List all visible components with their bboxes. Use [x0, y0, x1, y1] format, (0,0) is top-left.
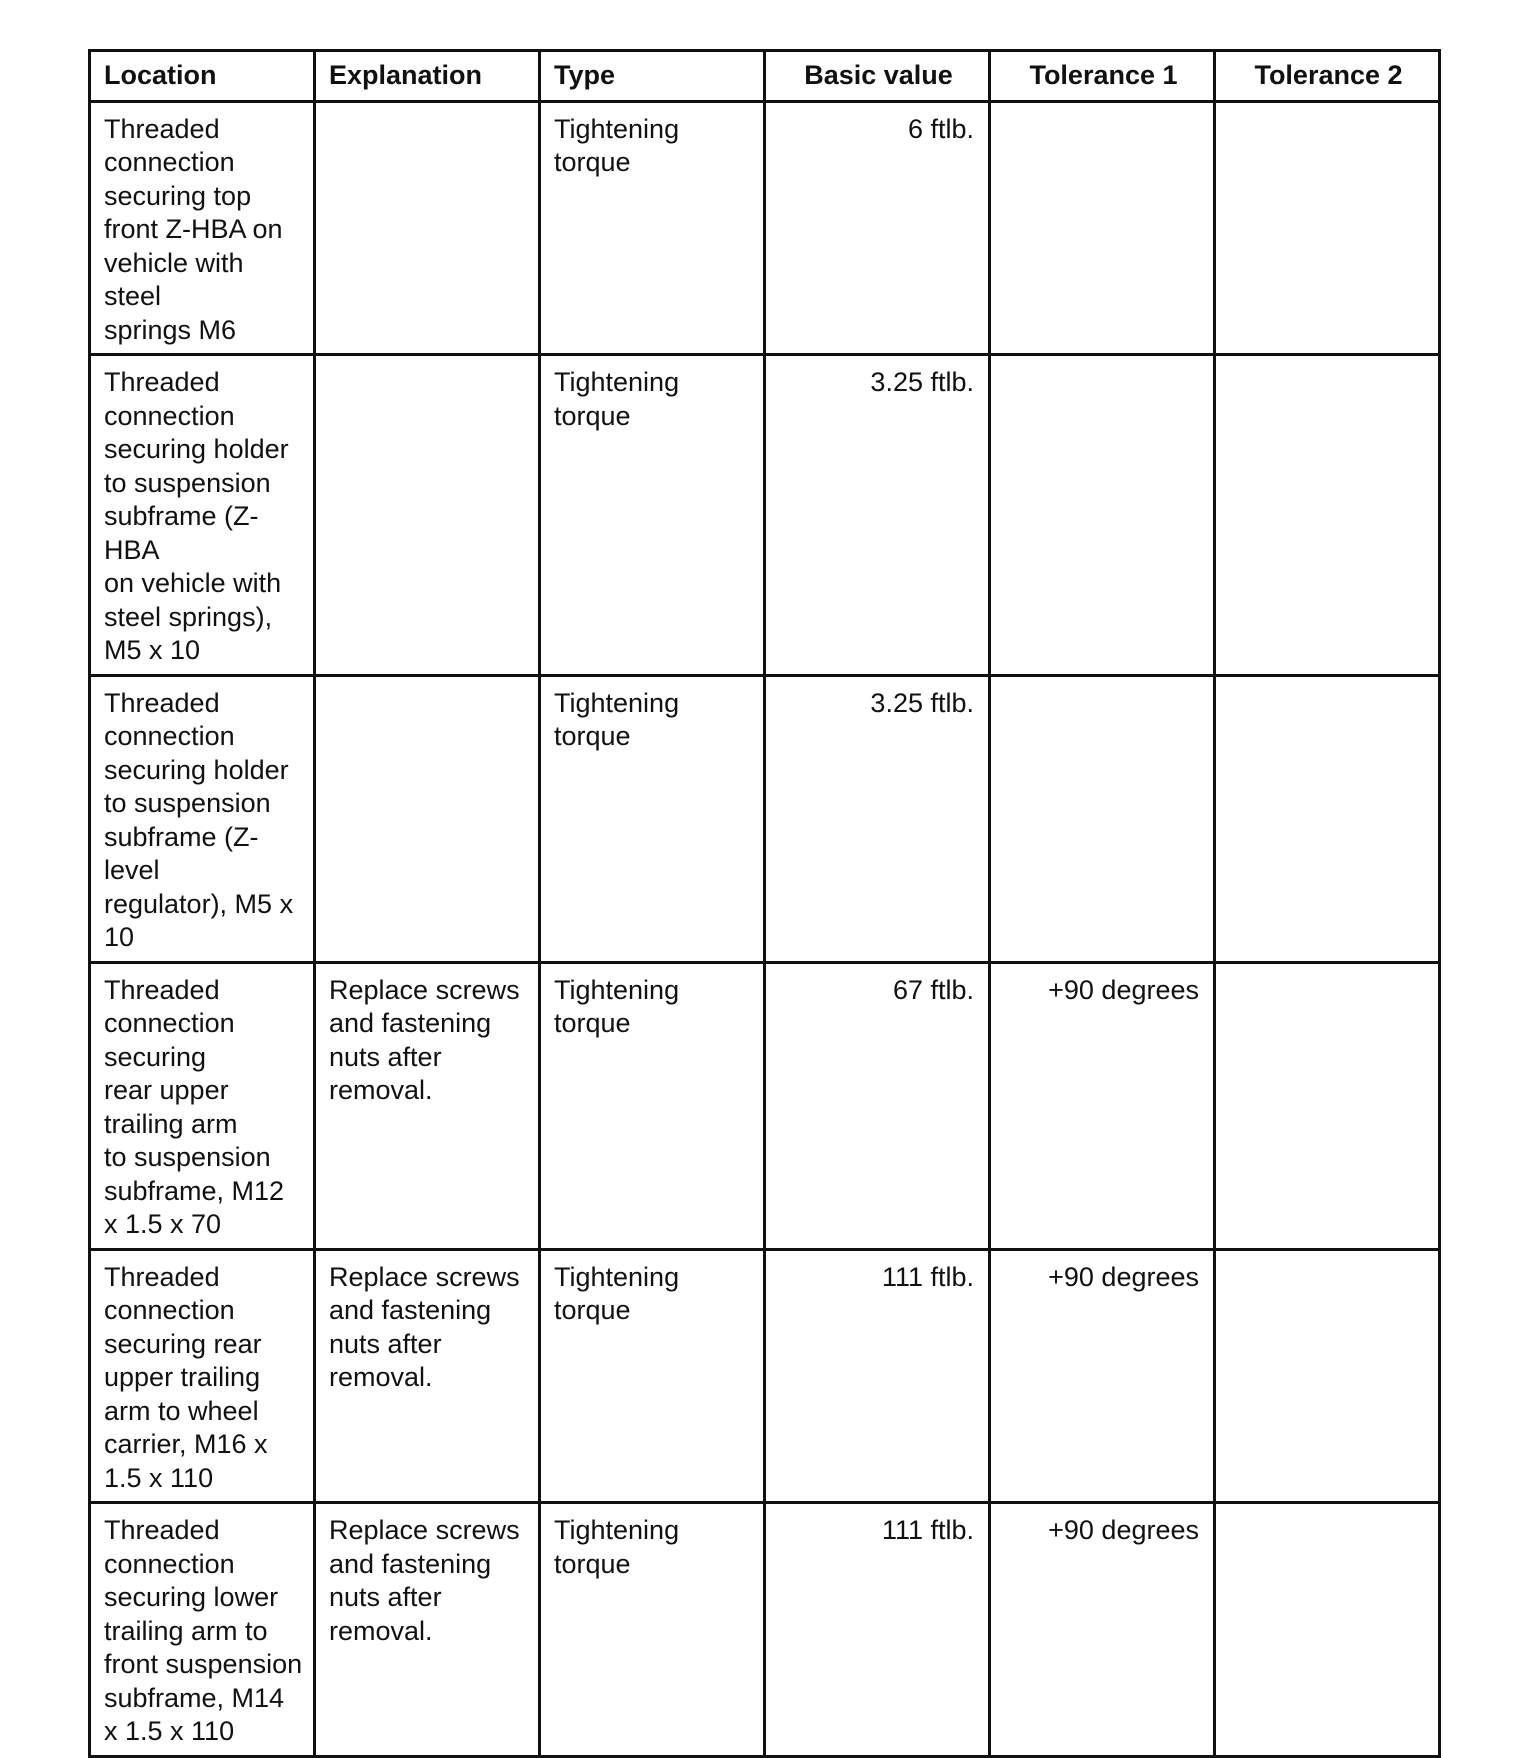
table-row — [90, 101, 1440, 355]
cell-basic-value — [765, 962, 990, 1249]
cell-basic-value — [765, 101, 990, 355]
cell-tolerance-1 — [990, 675, 1215, 962]
type-text: Tightening torque — [554, 367, 680, 431]
header-tolerance-2: Tolerance 2 — [1215, 51, 1440, 102]
header-location: Location — [90, 51, 315, 102]
table-row — [90, 1249, 1440, 1503]
cell-basic-value — [765, 675, 990, 962]
cell-basic-value — [765, 355, 990, 676]
cell-explanation — [315, 355, 540, 676]
header-basic-value: Basic value — [765, 51, 990, 102]
type-text: Tightening torque — [554, 687, 680, 751]
basic-value-text: 67 ftlb. — [892, 974, 974, 1005]
cell-tolerance-2 — [1215, 1249, 1440, 1503]
cell-explanation — [315, 1503, 540, 1757]
type-text: Tightening torque — [554, 1261, 680, 1325]
basic-value-text: 111 ftlb. — [881, 1515, 974, 1545]
header-type: Type — [540, 51, 765, 102]
table-row — [90, 962, 1440, 1249]
basic-value-text: 3.25 ftlb. — [870, 687, 974, 718]
cell-location — [90, 355, 315, 676]
location-text: Threaded connection securing holder to suspension subframe (Z-HBA on vehicle with steel springs), M5 x 10 — [104, 367, 289, 665]
location-text: Threaded connection securing holder to suspension subframe (Z-level regulator), M5 x 10 — [104, 687, 294, 952]
explanation-text: Replace screws and fastening nuts after removal. — [329, 974, 520, 1105]
cell-tolerance-2 — [1215, 962, 1440, 1249]
type-text: Tightening torque — [554, 974, 680, 1038]
cell-type — [540, 1249, 765, 1503]
cell-tolerance-2 — [1215, 675, 1440, 962]
cell-basic-value — [765, 1503, 990, 1757]
cell-tolerance-1 — [990, 962, 1215, 1249]
type-text: Tightening torque — [554, 1515, 680, 1579]
table-row — [90, 1503, 1440, 1757]
explanation-text: Replace screws and fastening nuts after removal. — [329, 1515, 520, 1646]
tolerance-1-text: +90 degrees — [1048, 974, 1199, 1005]
cell-type — [540, 675, 765, 962]
table-row — [90, 675, 1440, 962]
cell-location — [90, 675, 315, 962]
explanation-text: Replace screws and fastening nuts after removal. — [329, 1261, 520, 1392]
cell-tolerance-2 — [1215, 355, 1440, 676]
cell-location — [90, 1249, 315, 1503]
location-text: Threaded connection securing lower trailing arm to front suspension subframe, M14 x 1.5 x 110 — [104, 1515, 303, 1746]
cell-explanation — [315, 1249, 540, 1503]
tolerance-1-text: +90 degrees — [1048, 1515, 1199, 1545]
torque-spec-table — [88, 49, 1441, 1758]
type-text: Tightening torque — [554, 113, 680, 177]
cell-location — [90, 1503, 315, 1757]
basic-value-text: 6 ftlb. — [907, 113, 974, 144]
tolerance-1-text: +90 degrees — [1048, 1261, 1199, 1292]
cell-explanation — [315, 962, 540, 1249]
basic-value-text: 111 ftlb. — [881, 1261, 974, 1292]
cell-type — [540, 355, 765, 676]
location-text: Threaded connection securing rear upper trailing arm to suspension subframe, M12 x 1.5 x 70 — [104, 974, 285, 1239]
cell-basic-value — [765, 1249, 990, 1503]
location-text: Threaded connection securing top front Z-HBA on vehicle with steel springs M6 — [104, 113, 283, 345]
cell-tolerance-2 — [1215, 1503, 1440, 1757]
cell-explanation — [315, 675, 540, 962]
header-tolerance-1: Tolerance 1 — [990, 51, 1215, 102]
cell-location — [90, 962, 315, 1249]
cell-type — [540, 962, 765, 1249]
cell-tolerance-1 — [990, 355, 1215, 676]
cell-tolerance-1 — [990, 1249, 1215, 1503]
cell-type — [540, 1503, 765, 1757]
cell-tolerance-2 — [1215, 101, 1440, 355]
cell-location — [90, 101, 315, 355]
table-header-row — [90, 51, 1440, 102]
cell-tolerance-1 — [990, 1503, 1215, 1757]
table-row — [90, 355, 1440, 676]
cell-explanation — [315, 101, 540, 355]
basic-value-text: 3.25 ftlb. — [870, 367, 974, 397]
cell-type — [540, 101, 765, 355]
header-explanation: Explanation — [315, 51, 540, 102]
cell-tolerance-1 — [990, 101, 1215, 355]
location-text: Threaded connection securing rear upper trailing arm to wheel carrier, M16 x 1.5 x 110 — [104, 1261, 268, 1493]
